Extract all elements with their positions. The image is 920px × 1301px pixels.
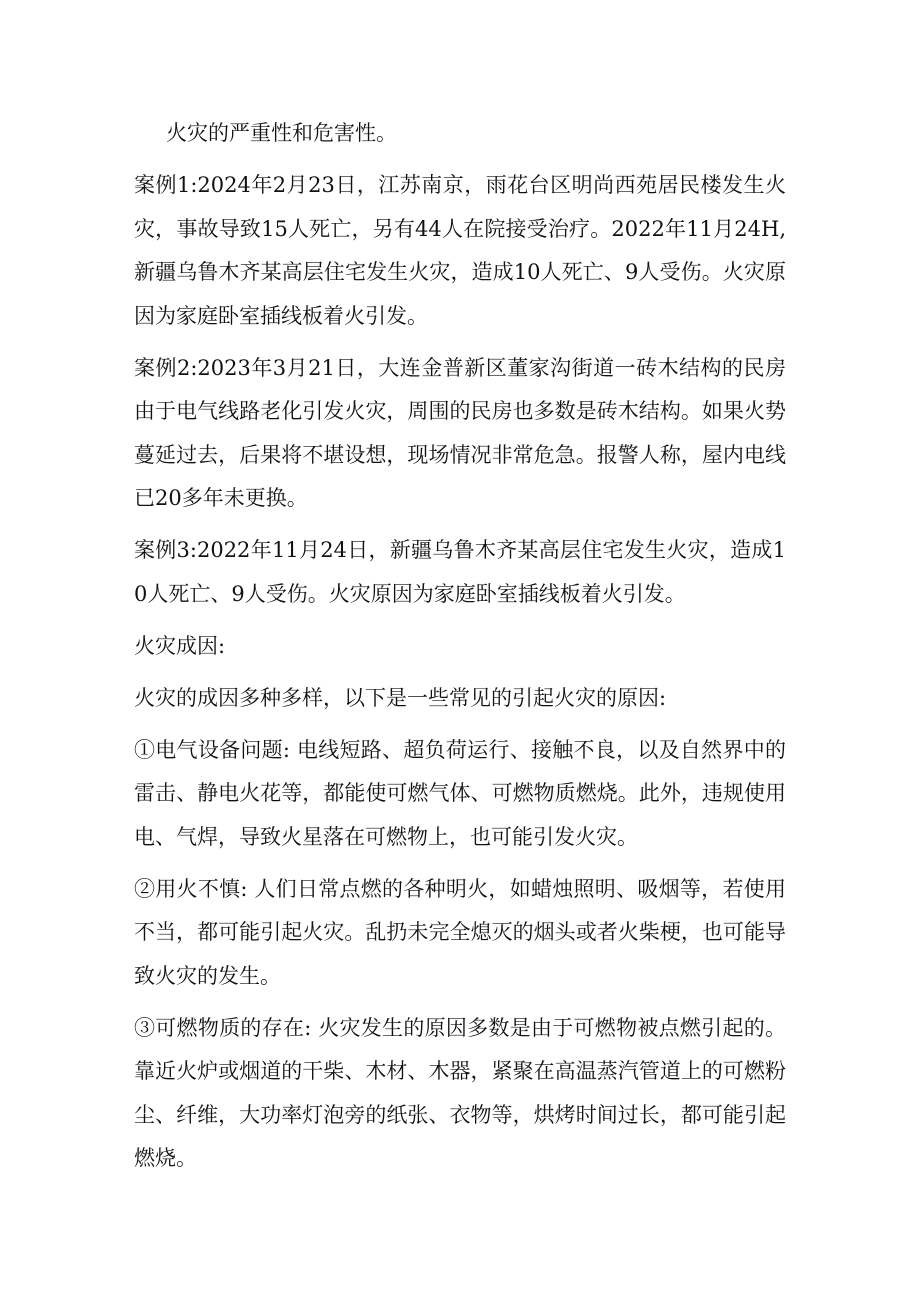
case-2-paragraph: 案例2:2023年3月21日，大连金普新区董家沟街道一砖木结构的民房由于电气线路老化引发火灾，周围的民房也多数是砖木结构。如果火势蔓延过去，后果将不堪设想，现场情况非常危急。报警人称，屋内电线已20多年未更换。: [134, 355, 786, 510]
cause-careless-fire-paragraph: ②用火不慎: 人们日常点燃的各种明火，如蜡烛照明、吸烟等，若使用不当，都可能引起火灾。乱扔未完全熄灭的烟头或者火柴梗，也可能导致火灾的发生。: [134, 876, 786, 988]
cause-combustibles-paragraph: ③可燃物质的存在: 火灾发生的原因多数是由于可燃物被点燃引起的。靠近火炉或烟道的干柴、木材、木器，紧聚在高温蒸汽管道上的可燃粉尘、纤维，大功率灯泡旁的纸张、衣物等，烘烤时间过长，都可能引起燃烧。: [134, 1015, 786, 1170]
causes-intro-paragraph: 火灾的成因多种多样，以下是一些常见的引起火灾的原因:: [134, 685, 667, 710]
case-1-paragraph: 案例1:2024年2月23日，江苏南京，雨花台区明尚西苑居民楼发生火灾，事故导致15人死亡，另有44人在院接受治疗。2022年11月24H,新疆乌鲁木齐某高层住宅发生火灾，造成10人死亡、9人受伤。火灾原因为家庭卧室插线板着火引发。: [134, 173, 786, 328]
section-title-severity: 火灾的严重性和危害性。: [166, 121, 397, 145]
cause-electrical-paragraph: ①电气设备问题: 电线短路、超负荷运行、接触不良，以及自然界中的雷击、静电火花等，都能使可燃气体、可燃物质燃烧。此外，违规使用电、气焊，导致火星落在可燃物上，也可能引发火灾。: [134, 737, 786, 849]
case-3-paragraph: 案例3:2022年11月24日，新疆乌鲁木齐某高层住宅发生火灾，造成10人死亡、9人受伤。火灾原因为家庭卧室插线板着火引发。: [134, 538, 786, 606]
document-page: [134, 112, 786, 1189]
section-title-causes: 火灾成因:: [134, 633, 226, 658]
